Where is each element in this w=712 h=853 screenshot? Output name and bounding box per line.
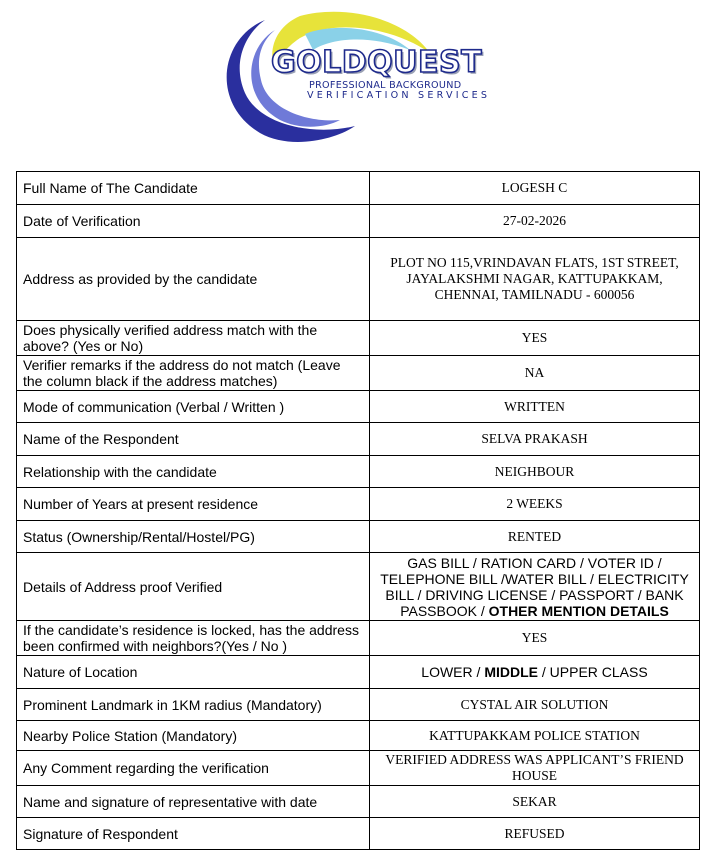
table-row [17, 456, 700, 488]
brand-tagline-line1: PROFESSIONAL BACKGROUND [309, 80, 462, 91]
table-row [17, 818, 700, 850]
row-label: Relationship with the candidate [17, 456, 370, 488]
table-row [17, 721, 700, 751]
row-value: NA [370, 356, 700, 391]
brand-name: GOLDQUEST [271, 45, 483, 80]
table-row [17, 553, 700, 621]
location-option-selected: MIDDLE [484, 664, 538, 680]
row-label: Does physically verified address match with the above? (Yes or No) [17, 321, 370, 356]
row-value: REFUSED [370, 818, 700, 850]
row-value: RENTED [370, 521, 700, 553]
table-row [17, 356, 700, 391]
row-label: Nature of Location [17, 656, 370, 689]
row-label: Details of Address proof Verified [17, 553, 370, 621]
row-label: Verifier remarks if the address do not match (Leave the column black if the address matches) [17, 356, 370, 391]
table-row [17, 172, 700, 205]
row-value: SEKAR [370, 786, 700, 818]
row-value: LOGESH C [370, 172, 700, 205]
row-label: Date of Verification [17, 205, 370, 238]
table-row [17, 521, 700, 553]
row-value: YES [370, 321, 700, 356]
row-value: NEIGHBOUR [370, 456, 700, 488]
table-row [17, 391, 700, 423]
company-logo [205, 8, 515, 148]
address-verification-table [16, 171, 700, 850]
table-row [17, 751, 700, 786]
table-row [17, 205, 700, 238]
location-option-upper: / UPPER CLASS [541, 664, 648, 680]
table-row [17, 321, 700, 356]
row-label: Mode of communication (Verbal / Written ) [17, 391, 370, 423]
row-label: Nearby Police Station (Mandatory) [17, 721, 370, 751]
row-label: Any Comment regarding the verification [17, 751, 370, 786]
row-value [370, 656, 700, 689]
row-value: SELVA PRAKASH [370, 423, 700, 456]
row-label: Address as provided by the candidate [17, 238, 370, 321]
location-option-lower: LOWER / [421, 664, 481, 680]
table-row [17, 689, 700, 721]
row-value: KATTUPAKKAM POLICE STATION [370, 721, 700, 751]
row-label: Status (Ownership/Rental/Hostel/PG) [17, 521, 370, 553]
row-value: PLOT NO 115,VRINDAVAN FLATS, 1ST STREET, JAYALAKSHMI NAGAR, KATTUPAKKAM, CHENNAI, TAMILNADU - 600056 [370, 238, 700, 321]
address-proof-list: GAS BILL / RATION CARD / VOTER ID / TELEPHONE BILL /WATER BILL / ELECTRICITY BILL / DRIVING LICENSE / PASSPORT / BANK PASSBOOK / [380, 554, 689, 619]
row-value: WRITTEN [370, 391, 700, 423]
row-value: CYSTAL AIR SOLUTION [370, 689, 700, 721]
table-row [17, 423, 700, 456]
address-proof-selected: OTHER MENTION DETAILS [488, 602, 669, 619]
brand-tagline-line2: VERIFICATION SERVICES [307, 90, 491, 101]
row-label: Number of Years at present residence [17, 488, 370, 521]
row-value: 27-02-2026 [370, 205, 700, 238]
table-row [17, 488, 700, 521]
row-value: VERIFIED ADDRESS WAS APPLICANT’S FRIEND HOUSE [370, 751, 700, 786]
row-label: Full Name of The Candidate [17, 172, 370, 205]
table-row [17, 656, 700, 689]
row-label: Name and signature of representative with date [17, 786, 370, 818]
table-row [17, 238, 700, 321]
row-label: If the candidate’s residence is locked, has the address been confirmed with neighbors?(Yes / No ) [17, 621, 370, 656]
row-label: Prominent Landmark in 1KM radius (Mandatory) [17, 689, 370, 721]
row-label: Name of the Respondent [17, 423, 370, 456]
row-value: 2 WEEKS [370, 488, 700, 521]
row-label: Signature of Respondent [17, 818, 370, 850]
table-row [17, 621, 700, 656]
row-value: YES [370, 621, 700, 656]
table-row [17, 786, 700, 818]
row-value [370, 553, 700, 621]
